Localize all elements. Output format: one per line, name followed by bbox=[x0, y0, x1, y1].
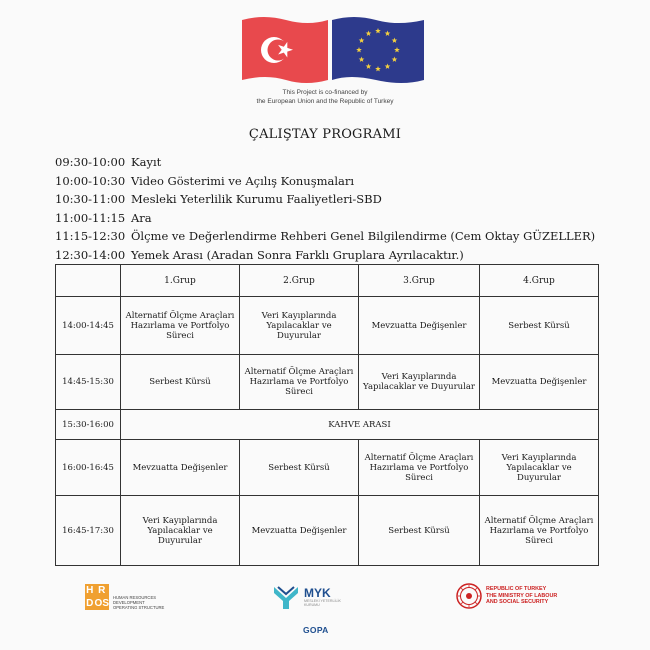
hrdos-line: OPERATING STRUCTURE bbox=[113, 605, 165, 610]
agenda-time: 12:30-14:00 bbox=[55, 247, 126, 262]
session-cell: Mevzuatta Değişenler bbox=[480, 355, 599, 410]
session-cell: Mevzuatta Değişenler bbox=[121, 440, 240, 496]
agenda-text: Ara bbox=[131, 210, 152, 225]
hrdos-letter: OS bbox=[94, 597, 109, 609]
group-header: 2.Grup bbox=[240, 265, 359, 297]
session-cell: Alternatif Ölçme Araçları Hazırlama ve Portfolyo Süreci bbox=[121, 297, 240, 355]
myk-mark-icon bbox=[272, 584, 300, 610]
agenda-time: 09:30-10:00 bbox=[55, 155, 126, 169]
agenda-list bbox=[55, 153, 615, 264]
cofinance-credit bbox=[0, 88, 650, 106]
ministry-caption bbox=[486, 586, 557, 605]
ministry-seal-icon bbox=[456, 583, 482, 609]
agenda-time: 10:00-10:30 bbox=[55, 173, 126, 188]
ministry-logo bbox=[456, 583, 557, 609]
agenda-text: Ölçme ve Değerlendirme Rehberi Genel Bilgilendirme (Cem Oktay GÜZELLER) bbox=[131, 229, 596, 243]
session-time: 15:30-16:00 bbox=[56, 410, 121, 440]
session-cell: Veri Kayıplarında Yapılacaklar ve Duyurular bbox=[121, 496, 240, 566]
schedule-table bbox=[55, 264, 599, 566]
myk-logo bbox=[272, 584, 341, 610]
agenda-item bbox=[55, 246, 615, 265]
session-time: 16:45-17:30 bbox=[56, 496, 121, 566]
table-header-row bbox=[56, 265, 599, 297]
session-cell: Serbest Kürsü bbox=[480, 297, 599, 355]
session-cell: Alternatif Ölçme Araçları Hazırlama ve Portfolyo Süreci bbox=[240, 355, 359, 410]
session-cell: Alternatif Ölçme Araçları Hazırlama ve Portfolyo Süreci bbox=[480, 496, 599, 566]
credit-line-2: the European Union and the Republic of Turkey bbox=[256, 98, 394, 105]
session-cell: Veri Kayıplarında Yapılacaklar ve Duyurular bbox=[240, 297, 359, 355]
turkey-flag-icon bbox=[242, 17, 328, 83]
session-time: 16:00-16:45 bbox=[56, 440, 121, 496]
myk-sub: MESLEKİ YETERLİLİK bbox=[304, 598, 341, 603]
agenda-time: 11:15-12:30 bbox=[55, 229, 126, 243]
table-row bbox=[56, 355, 599, 410]
session-time: 14:00-14:45 bbox=[56, 297, 121, 355]
session-cell: Alternatif Ölçme Araçları Hazırlama ve Portfolyo Süreci bbox=[359, 440, 480, 496]
credit-line-1: This Project is co-financed by bbox=[282, 89, 368, 96]
ministry-line: THE MINISTRY OF LABOUR bbox=[486, 592, 558, 599]
hrdos-mark-icon bbox=[85, 584, 109, 610]
table-row bbox=[56, 440, 599, 496]
group-header: 1.Grup bbox=[121, 265, 240, 297]
eu-flag-icon bbox=[332, 17, 424, 83]
session-cell: Veri Kayıplarında Yapılacaklar ve Duyurular bbox=[480, 440, 599, 496]
gopa-logo: GOPA bbox=[303, 625, 329, 635]
agenda-item bbox=[55, 209, 615, 228]
hrdos-letter: D bbox=[86, 597, 94, 609]
agenda-text: Video Gösterimi ve Açılış Konuşmaları bbox=[131, 173, 355, 188]
hrdos-line: HUMAN RESOURCES bbox=[113, 595, 157, 600]
agenda-time: 11:00-11:15 bbox=[55, 210, 126, 225]
session-cell: Mevzuatta Değişenler bbox=[240, 496, 359, 566]
ministry-line: AND SOCIAL SECURITY bbox=[486, 599, 549, 606]
session-cell: Serbest Kürsü bbox=[359, 496, 480, 566]
agenda-item bbox=[55, 227, 615, 246]
myk-sub: KURUMU bbox=[304, 603, 320, 607]
agenda-item bbox=[55, 172, 615, 191]
group-header: 3.Grup bbox=[359, 265, 480, 297]
hrdos-letter: R bbox=[98, 584, 106, 596]
hrdos-line: DEVELOPMENT bbox=[113, 600, 145, 605]
page-title: ÇALIŞTAY PROGRAMI bbox=[248, 127, 402, 142]
agenda-item bbox=[55, 153, 615, 172]
hrdos-caption bbox=[113, 595, 164, 610]
agenda-text: Mesleki Yeterlilik Kurumu Faaliyetleri-SBD bbox=[131, 192, 382, 206]
myk-name: MYK bbox=[304, 585, 331, 600]
hrdos-logo bbox=[85, 583, 164, 610]
hrdos-letter: H bbox=[86, 584, 94, 596]
table-row-break bbox=[56, 410, 599, 440]
agenda-item bbox=[55, 190, 615, 209]
session-cell: Mevzuatta Değişenler bbox=[359, 297, 480, 355]
footer-logos bbox=[0, 578, 650, 640]
session-cell: Serbest Kürsü bbox=[121, 355, 240, 410]
table-row bbox=[56, 297, 599, 355]
ministry-line: REPUBLIC OF TURKEY bbox=[486, 586, 547, 593]
session-cell: Veri Kayıplarında Yapılacaklar ve Duyurular bbox=[359, 355, 480, 410]
coffee-break-cell: KAHVE ARASI bbox=[121, 410, 599, 440]
flags-logo bbox=[240, 14, 428, 86]
header-empty-cell bbox=[56, 265, 121, 297]
session-cell: Serbest Kürsü bbox=[240, 440, 359, 496]
agenda-time: 10:30-11:00 bbox=[55, 192, 126, 206]
table-row bbox=[56, 496, 599, 566]
agenda-text: Yemek Arası (Aradan Sonra Farklı Gruplara Ayrılacaktır.) bbox=[131, 247, 464, 262]
agenda-text: Kayıt bbox=[131, 155, 162, 169]
session-time: 14:45-15:30 bbox=[56, 355, 121, 410]
group-header: 4.Grup bbox=[480, 265, 599, 297]
